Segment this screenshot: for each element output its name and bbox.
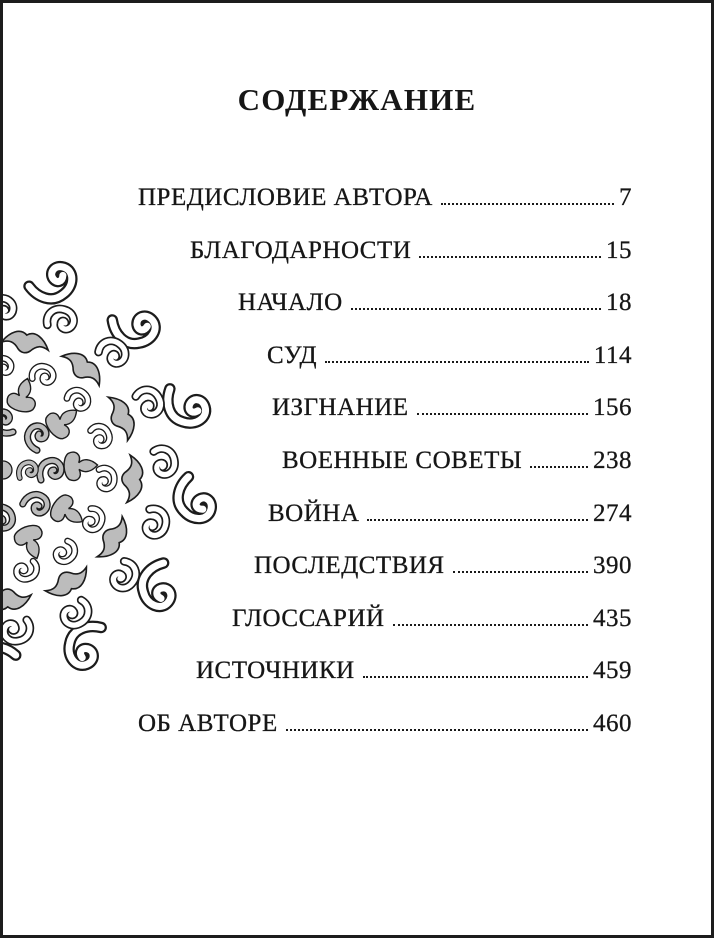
dot-leader [351,308,601,310]
toc-entry [254,540,632,593]
toc-entry-page-number: 18 [606,289,632,317]
toc-entry-label: ИЗГНАНИЕ [272,394,409,422]
dot-leader [417,413,588,415]
dot-leader [393,624,588,626]
toc-entry-label: ВОЙНА [268,499,360,527]
toc-entry [138,698,632,751]
toc-entry-label: НАЧАЛО [238,289,343,317]
toc-entry-label: ОБ АВТОРЕ [138,709,278,737]
toc-entry-page-number: 390 [593,552,632,580]
toc-entry-page-number: 238 [593,446,632,474]
toc-entry-page-number: 156 [593,394,632,422]
toc-entry [267,330,632,383]
toc-entry [190,225,632,278]
toc-entry-page-number: 274 [593,499,632,527]
page-title: СОДЕРЖАНИЕ [237,82,477,117]
toc-entry-label: ГЛОССАРИЙ [232,604,385,632]
toc-entry [196,645,632,698]
dot-leader [530,466,588,468]
toc-entry [238,277,632,330]
toc-entry-page-number: 460 [593,709,632,737]
toc-entry [232,593,632,646]
toc-entry [282,435,632,488]
toc-entry [138,172,632,225]
dot-leader [325,361,589,363]
toc-entry-label: ИСТОЧНИКИ [196,657,355,685]
dot-leader [419,256,601,258]
toc-entry-page-number: 459 [593,657,632,685]
toc-entry-label: СУД [267,341,318,369]
toc-entry-label: ПРЕДИСЛОВИЕ АВТОРА [138,184,433,211]
toc-entry-page-number: 15 [606,236,632,264]
toc-entry-page-number: 435 [593,604,632,632]
toc-entry-label: БЛАГОДАРНОСТИ [190,236,412,264]
dot-leader [453,571,588,573]
dot-leader [363,676,588,678]
dot-leader [286,729,588,731]
toc-entry-page-number: 7 [619,184,632,211]
toc-entry-page-number: 114 [593,341,632,369]
toc-entry [272,382,632,435]
dot-leader [367,519,588,521]
toc-entry-label: ВОЕННЫЕ СОВЕТЫ [282,446,523,474]
dot-leader [441,203,614,205]
table-of-contents [3,172,632,751]
toc-entry [268,488,632,541]
toc-entry-label: ПОСЛЕДСТВИЯ [254,552,445,580]
